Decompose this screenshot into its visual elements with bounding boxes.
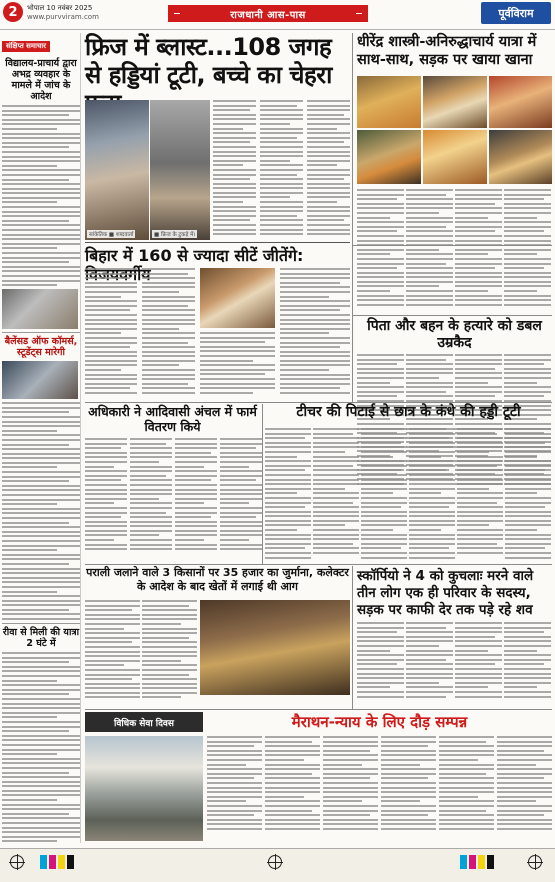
divider bbox=[85, 402, 552, 403]
cyan-swatch bbox=[460, 855, 467, 869]
dhirendra-headline[interactable]: धीरेंद्र शास्त्री-अनिरुद्धाचार्य यात्रा में साथ-साथ, सड़क पर खाया खाना bbox=[357, 34, 537, 68]
left-item3-headline: रीवा से मिली की यात्रा 2 घंटे में bbox=[2, 627, 80, 650]
magenta-swatch bbox=[469, 855, 476, 869]
column-divider bbox=[352, 33, 353, 403]
masthead bbox=[0, 0, 555, 30]
fridge-body-col1 bbox=[213, 100, 256, 240]
teacher-body-col1 bbox=[265, 428, 311, 568]
teacher-body-col2 bbox=[313, 428, 359, 568]
adhikari-body-col4 bbox=[220, 438, 262, 562]
fridge-photo-1-caption: सांकेतिक ■ शब्दवार्ता bbox=[89, 232, 134, 238]
divider bbox=[85, 564, 552, 565]
site-url[interactable]: www.purvviram.com bbox=[27, 13, 99, 21]
divider bbox=[352, 245, 552, 246]
scorpio-body-col4 bbox=[504, 622, 551, 708]
brief-news-tag: संक्षिप्त समाचार bbox=[2, 41, 50, 52]
adhikari-body-col1 bbox=[85, 438, 127, 562]
marathon-body-col3 bbox=[323, 736, 378, 841]
collage-photo bbox=[357, 130, 421, 184]
scorpio-body-col3 bbox=[455, 622, 502, 708]
marathon-body-col6 bbox=[497, 736, 552, 841]
teacher-body-col6 bbox=[505, 428, 551, 568]
black-swatch bbox=[67, 855, 74, 869]
divider bbox=[2, 623, 80, 624]
collage-photo bbox=[423, 130, 487, 184]
marathon-headline[interactable]: मैराथन-न्याय के लिए दौड़ सम्पन्न bbox=[291, 713, 468, 731]
divider bbox=[352, 315, 552, 316]
marathon-body-col4 bbox=[381, 736, 436, 841]
print-footer bbox=[0, 848, 555, 882]
vijayvargiya-photo bbox=[200, 268, 275, 328]
adhikari-headline[interactable]: अधिकारी ने आदिवासी अंचल में फार्म वितरण किये bbox=[88, 404, 257, 434]
bihar-headline[interactable]: बिहार में 160 से ज्यादा सीटें जीतेंगे: bbox=[85, 246, 304, 265]
black-swatch bbox=[487, 855, 494, 869]
yellow-swatch bbox=[58, 855, 65, 869]
cyan-swatch bbox=[40, 855, 47, 869]
left-item3-body bbox=[2, 652, 80, 843]
newspaper-logo: पूर्वविराम bbox=[481, 2, 551, 24]
bihar-body-col3 bbox=[200, 332, 275, 400]
scorpio-headline[interactable]: स्कॉर्पियो ने 4 को कुचलाः मरने वाले तीन लोग एक ही परिवार के सदस्य, सड़क पर काफी देर तक पड़े रहे शव bbox=[357, 568, 534, 618]
teacher-body-col4 bbox=[409, 428, 455, 568]
left-item2-body bbox=[2, 402, 80, 620]
marathon-body-col5 bbox=[439, 736, 494, 841]
scorpio-body-col1 bbox=[357, 622, 404, 708]
parali-body-col2 bbox=[142, 600, 197, 708]
collage-photo bbox=[489, 76, 552, 128]
fridge-body-col2 bbox=[260, 100, 303, 240]
divider bbox=[2, 332, 80, 333]
bihar-body-col2 bbox=[142, 268, 195, 400]
fridge-photo-2 bbox=[150, 100, 210, 240]
divider bbox=[85, 709, 552, 710]
adhikari-body-col2 bbox=[130, 438, 172, 562]
adhikari-body-col3 bbox=[175, 438, 217, 562]
yellow-swatch bbox=[478, 855, 485, 869]
left-item2-photo bbox=[2, 361, 78, 399]
fridge-body-col3 bbox=[307, 100, 350, 240]
column-divider bbox=[262, 404, 263, 564]
parali-body-col1 bbox=[85, 600, 140, 708]
date-line: भोपाल 10 नवंबर 2025 bbox=[27, 4, 93, 12]
dhirendra-body-col2 bbox=[406, 189, 453, 313]
stubble-burning-photo bbox=[200, 600, 350, 695]
collage-photo bbox=[423, 76, 487, 128]
dhirendra-body-col4 bbox=[504, 189, 551, 313]
left-item1-body bbox=[2, 105, 80, 286]
bihar-body-col1 bbox=[85, 268, 137, 400]
vidhik-banner bbox=[85, 712, 552, 732]
left-column bbox=[2, 33, 81, 843]
left-item1-photo bbox=[2, 289, 78, 329]
dhirendra-body-col3 bbox=[455, 189, 502, 313]
divider bbox=[85, 242, 350, 243]
collage-photo bbox=[357, 76, 421, 128]
teacher-body-col3 bbox=[361, 428, 407, 568]
marathon-photo bbox=[85, 736, 203, 841]
fridge-photo-1 bbox=[85, 100, 149, 240]
magenta-swatch bbox=[49, 855, 56, 869]
vidhik-tag: विधिक सेवा दिवस bbox=[85, 712, 203, 732]
registration-mark-icon bbox=[10, 855, 24, 869]
left-item1-headline: विद्यालय-प्राचार्य द्वारा अभद्र व्यवहार के मामले में जांच के आदेश bbox=[5, 58, 77, 102]
collage-photo bbox=[489, 130, 552, 184]
dhirendra-body-col1 bbox=[357, 189, 404, 313]
masthead-meta bbox=[27, 4, 99, 22]
pita-headline[interactable]: पिता और बहन के हत्यारे को डबल उम्रकैद bbox=[367, 318, 542, 351]
section-banner: राजधानी आस-पास bbox=[168, 5, 368, 22]
parali-headline[interactable]: पराली जलाने वाले 3 किसानों पर 35 हजार का जुर्माना, कलेक्टर के आदेश के बाद खेतों में लगाई थी आग bbox=[86, 566, 349, 593]
left-item2-headline: बैलेंसड ऑफ कॉमर्स, स्टूडेंट्स मारेगी bbox=[4, 336, 78, 359]
column-divider bbox=[352, 566, 353, 710]
fridge-photo-2-caption: ■ फ्रिज के टुकड़े में। bbox=[154, 232, 196, 238]
scorpio-body-col2 bbox=[406, 622, 453, 708]
registration-mark-icon bbox=[268, 855, 282, 869]
registration-mark-icon bbox=[528, 855, 542, 869]
fridge-headline[interactable]: फ्रिज में ब्लास्ट...108 जगह से हड्डियां टूटी, बच्चे का चेहरा bbox=[85, 33, 332, 89]
dhirendra-photo-collage bbox=[357, 76, 552, 184]
marathon-body-col2 bbox=[265, 736, 320, 841]
marathon-body-col1 bbox=[207, 736, 262, 841]
teacher-headline[interactable]: टीचर की पिटाई से छात्र के कंधे की हड्डी टूटी bbox=[296, 404, 521, 420]
teacher-body-col5 bbox=[457, 428, 503, 568]
bihar-body-col4 bbox=[280, 268, 350, 400]
page-number: 2 bbox=[3, 2, 23, 22]
